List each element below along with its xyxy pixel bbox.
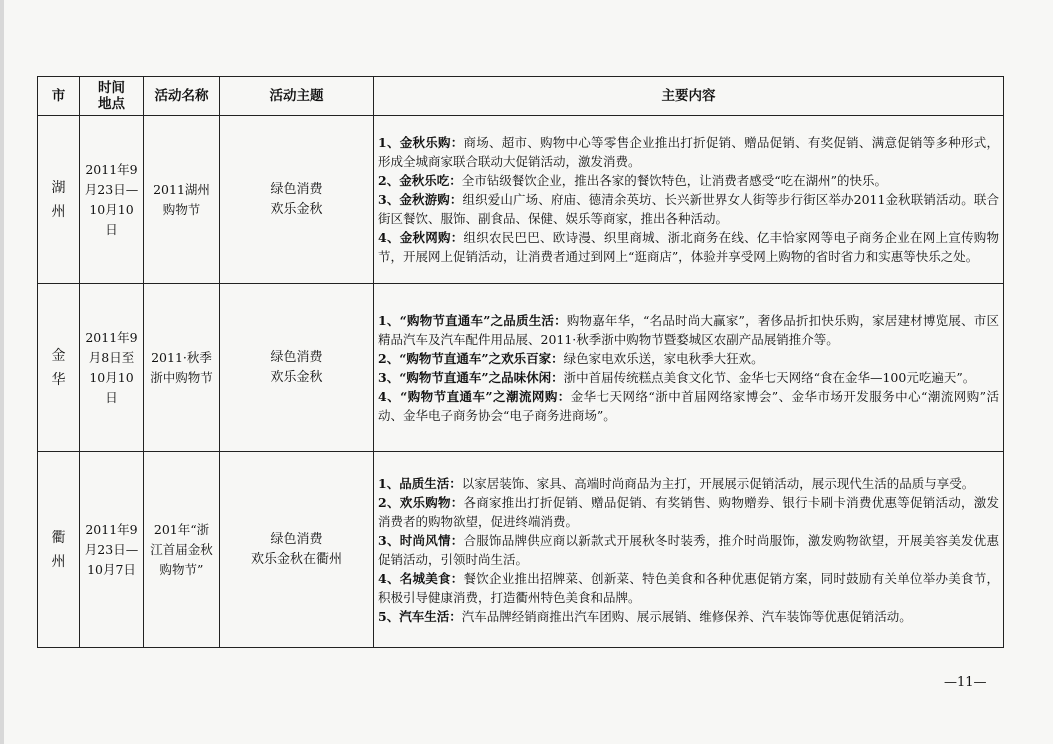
table-row [38,116,1004,284]
item-text: 浙中首届传统糕点美食文化节、金华七天网络“食在金华—100元吃遍天”。 [563,369,976,385]
item-text: 金华七天网络“浙中首届网络家博会”、金华市场开发服务中心“潮流网购”活动、金华电子商务协会“电子商务进商场”。 [378,388,999,423]
page-edge-shadow [0,0,4,744]
header-time-place: 时间 地点 [80,77,144,116]
activity-name-cell: 201年“浙江首届金秋购物节” [144,452,220,648]
table-row [38,452,1004,648]
content-item [378,569,999,607]
item-title: 3、金秋游购： [378,192,463,207]
city-cell [38,116,80,284]
content-item [378,474,999,493]
city-name: 衢州 [51,529,66,570]
item-text: 餐饮企业推出招牌菜、创新菜、特色美食和各种优惠促销方案，同时鼓励有关单位举办美食节，积极引导健康消费，打造衢州特色美食和品牌。 [378,570,999,605]
theme-cell: 绿色消费 欢乐金秋 [220,116,374,284]
item-text: 汽车品牌经销商推出汽车团购、展示展销、维修保养、汽车装饰等优惠促销活动。 [461,608,912,624]
header-theme: 活动主题 [220,77,374,116]
item-text: 以家居装饰、家具、高端时尚商品为主打，开展展示促销活动，展示现代生活的品质与享受。 [461,475,975,491]
header-city: 市 [38,77,80,116]
item-text: 组织爱山广场、府庙、德清余英坊、长兴新世界女人街等步行街区举办2011金秋联销活动。联合街区餐饮、服饰、副食品、保健、娱乐等商家，推出各种活动。 [378,192,999,226]
time-cell: 2011年9月23日—10月7日 [80,452,144,648]
time-cell: 2011年9月8日至10月10日 [80,284,144,452]
content-cell [374,284,1004,452]
content-item [378,311,999,349]
city-name: 金华 [51,347,66,388]
city-cell [38,284,80,452]
item-title: 2、欢乐购物： [378,494,464,510]
content-item [378,368,999,387]
item-title: 1、金秋乐购： [378,135,464,150]
item-title: 4、“购物节直通车”之潮流网购： [378,388,571,404]
table-row [38,284,1004,452]
item-title: 4、名城美食： [378,570,464,586]
content-item [378,607,999,626]
item-title: 3、“购物节直通车”之品味休闲： [378,369,564,385]
content-item [378,133,999,171]
item-text: 商场、超市、购物中心等零售企业推出打折促销、赠品促销、有奖促销、满意促销等多种形式，形成全城商家联合联动大促销活动，激发消费。 [378,135,999,169]
item-text: 各商家推出打折促销、赠品促销、有奖销售、购物赠券、银行卡刷卡消费优惠等促销活动，激发消费者的购物欲望，促进终端消费。 [378,494,999,529]
item-text: 组织农民巴巴、欧诗漫、织里商城、浙北商务在线、亿丰恰家网等电子商务企业在网上宣传购物节，开展网上促销活动，让消费者通过到网上“逛商店”，体验并享受网上购物的省时省力和实惠等快乐之处。 [378,230,999,264]
item-title: 2、“购物节直通车”之欢乐百家： [378,350,564,366]
theme-cell: 绿色消费 欢乐金秋在衢州 [220,452,374,648]
table-header-row [38,77,1004,116]
item-text: 购物嘉年华，“名品时尚大赢家”，奢侈品折扣快乐购，家居建材博览展、市区精品汽车及汽车配件用品展、2011·秋季浙中购物节暨婺城区农副产品展销推介等。 [378,312,999,347]
item-title: 3、时尚风情： [378,532,464,548]
header-content: 主要内容 [374,77,1004,116]
item-text: 绿色家电欢乐送，家电秋季大狂欢。 [563,350,764,366]
item-title: 4、金秋网购： [378,230,464,245]
time-cell: 2011年9月23日—10月10日 [80,116,144,284]
theme-cell: 绿色消费 欢乐金秋 [220,284,374,452]
activity-name-cell: 2011·秋季浙中购物节 [144,284,220,452]
activity-table [37,76,1004,648]
header-activity-name: 活动名称 [144,77,220,116]
content-item [378,493,999,531]
item-title: 2、金秋乐吃： [378,173,462,188]
item-title: 1、“购物节直通车”之品质生活： [378,312,567,328]
city-cell [38,452,80,648]
content-item [378,228,999,266]
city-name: 湖州 [51,179,66,220]
content-item [378,171,999,190]
content-cell [374,452,1004,648]
content-item [378,349,999,368]
item-text: 全市钻级餐饮企业，推出各家的餐饮特色，让消费者感受“吃在湖州”的快乐。 [461,173,887,188]
content-item [378,190,999,228]
page-number: —11— [944,675,987,690]
item-text: 合服饰品牌供应商以新款式开展秋冬时装秀，推介时尚服饰，激发购物欲望，开展美容美发优惠促销活动，引领时尚生活。 [378,532,999,567]
content-item [378,531,999,569]
item-title: 5、汽车生活： [378,608,462,624]
item-title: 1、品质生活： [378,475,462,491]
activity-name-cell: 2011湖州购物节 [144,116,220,284]
content-item [378,387,999,425]
content-cell [374,116,1004,284]
